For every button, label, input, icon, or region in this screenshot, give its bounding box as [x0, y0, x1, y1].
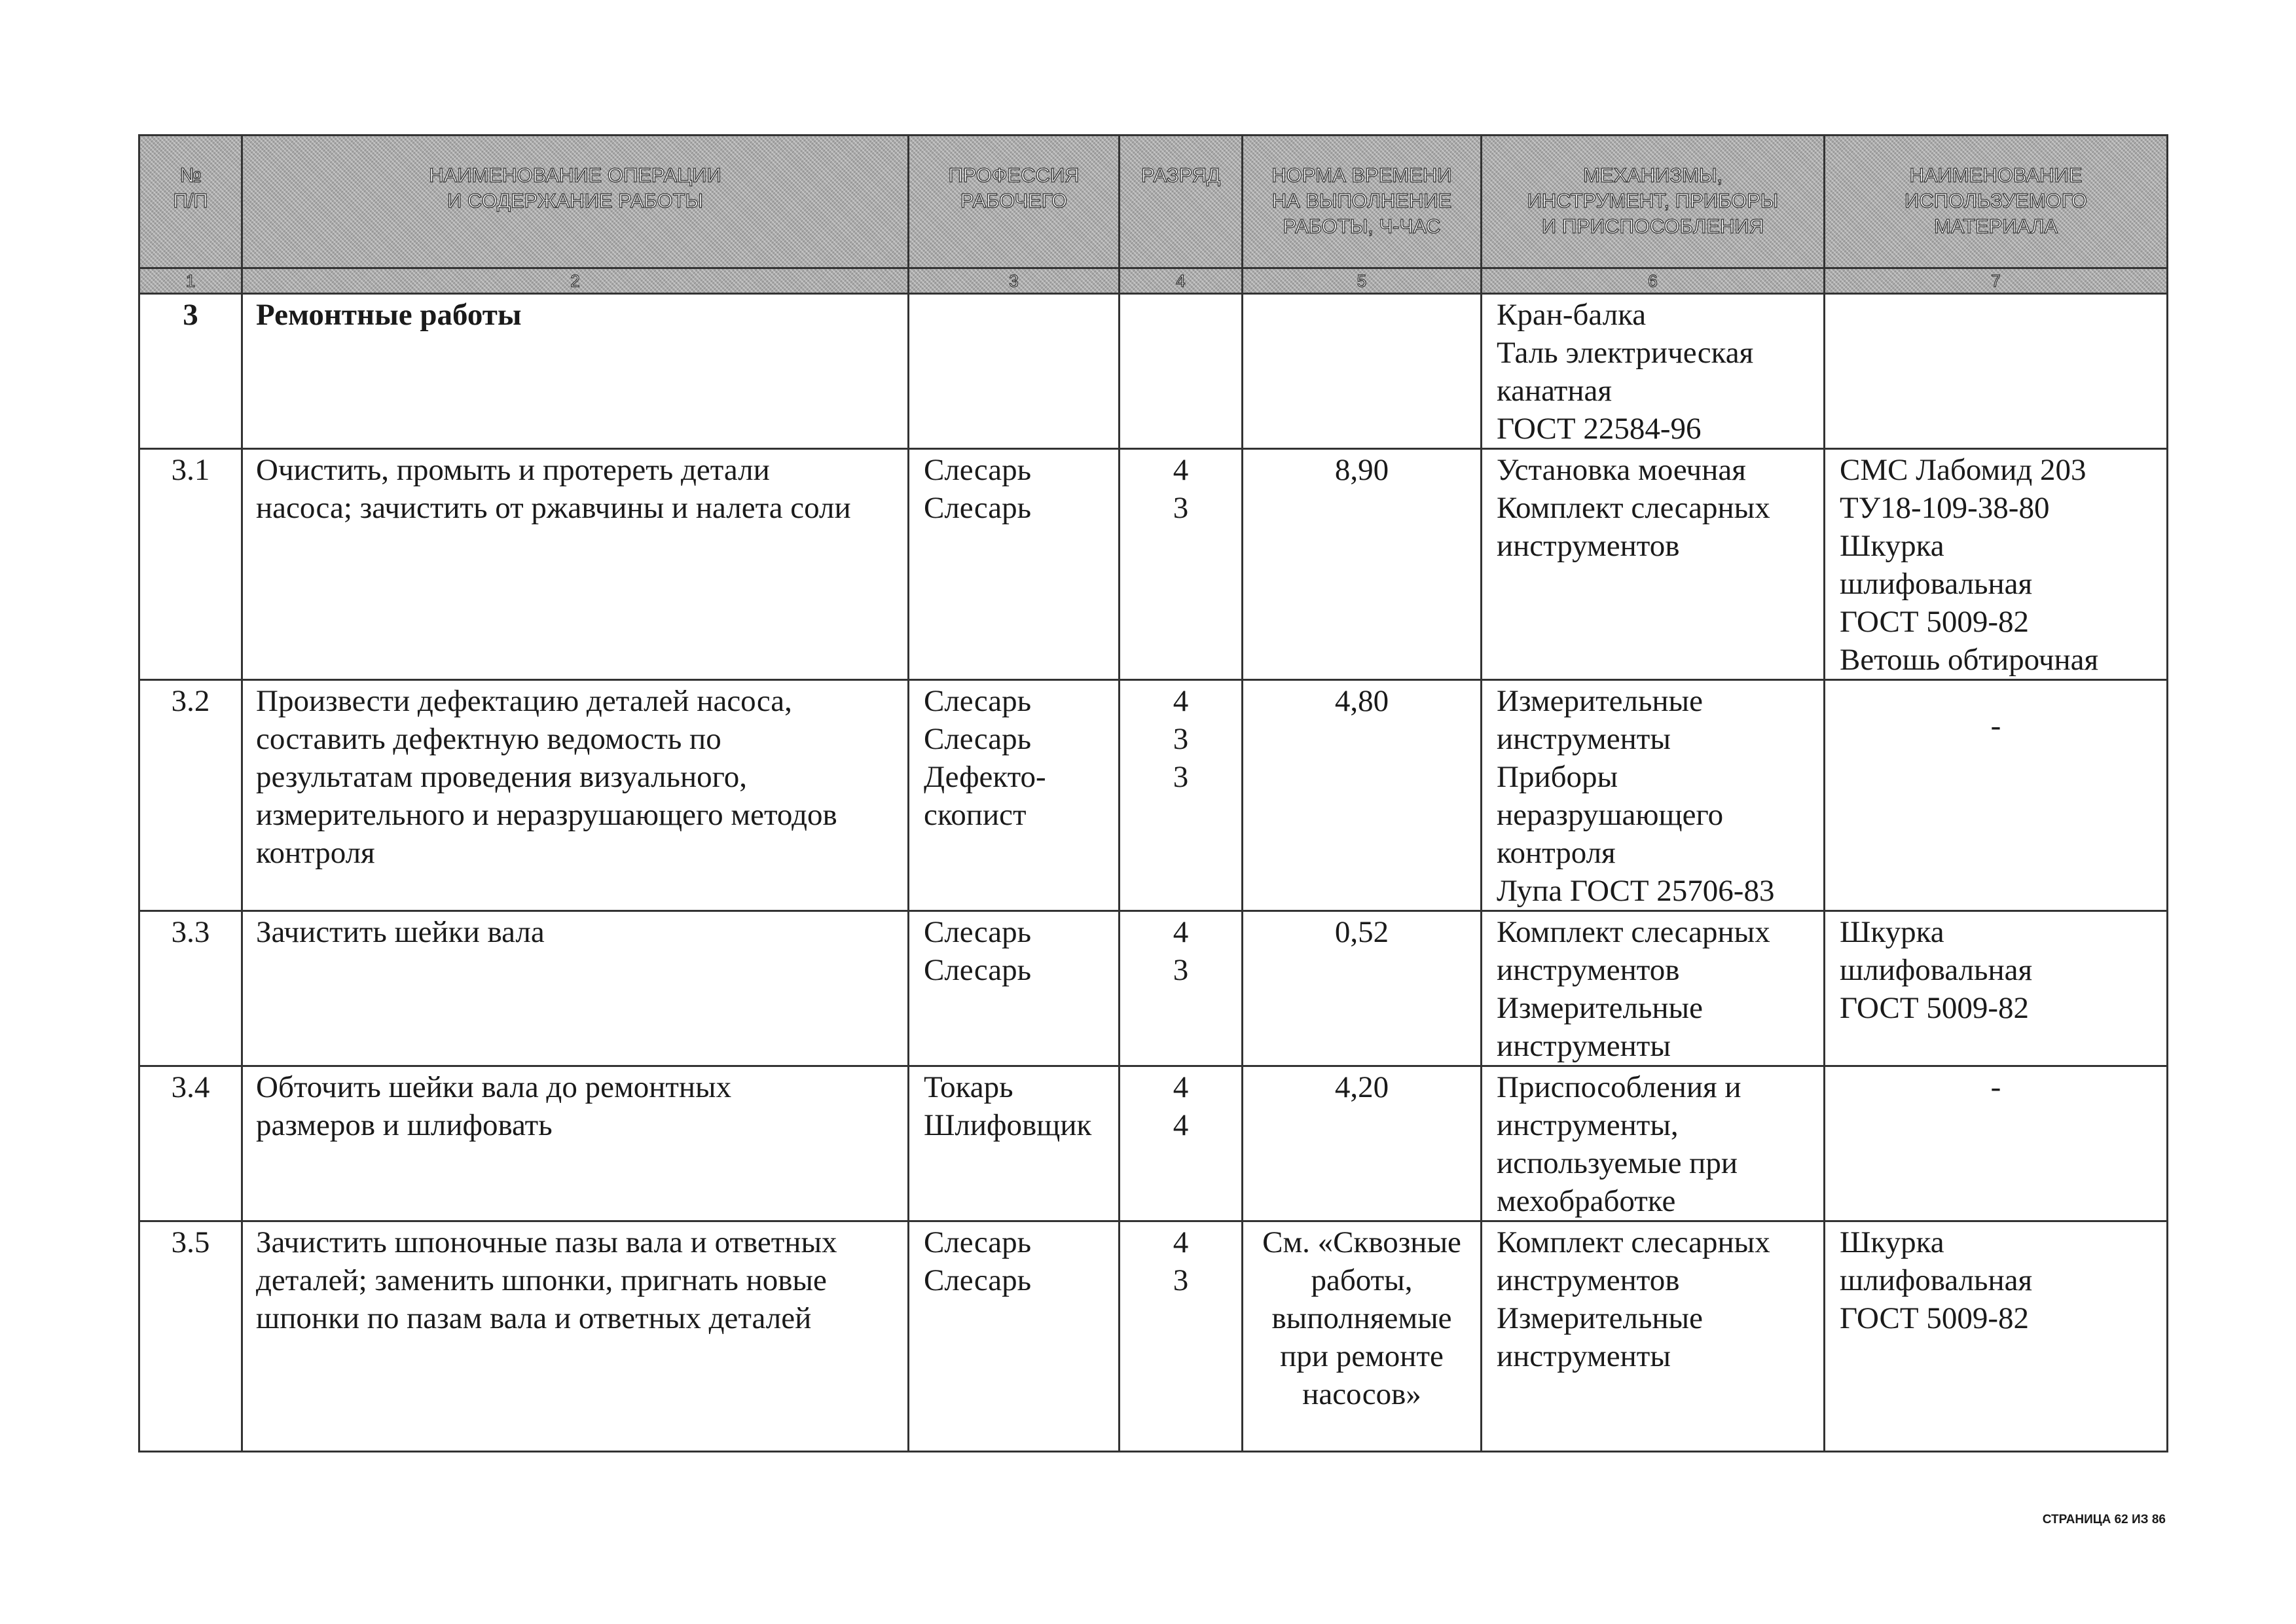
time-norm: 8,90: [1243, 449, 1482, 680]
operation-name: Очистить, промыть и протереть детали насоса; зачистить от ржавчины и налета соли: [242, 449, 909, 680]
grade: 4 3: [1120, 449, 1243, 680]
column-number: 1: [139, 268, 242, 294]
profession: [909, 294, 1120, 449]
row-number: 3.1: [139, 449, 242, 680]
table-row: [139, 680, 2168, 911]
material: СМС Лабомид 203 ТУ18-109-38-80 Шкурка шлифовальная ГОСТ 5009-82 Ветошь обтирочная: [1825, 449, 2168, 680]
row-number: 3: [139, 294, 242, 449]
row-number: 3.4: [139, 1066, 242, 1221]
header-material: НАИМЕНОВАНИЕ ИСПОЛЬЗУЕМОГО МАТЕРИАЛА: [1825, 135, 2168, 268]
mechanisms: Измерительные инструменты Приборы неразрушающего контроля Лупа ГОСТ 25706-83: [1482, 680, 1825, 911]
operation-name: Зачистить шейки вала: [242, 911, 909, 1066]
material: -: [1825, 680, 2168, 911]
table-row: [139, 294, 2168, 449]
page-number: СТРАНИЦА 62 ИЗ 86: [2042, 1513, 2166, 1526]
mechanisms: Комплект слесарных инструментов Измерительные инструменты: [1482, 911, 1825, 1066]
operation-name: Обточить шейки вала до ремонтных размеров и шлифовать: [242, 1066, 909, 1221]
mechanisms: Установка моечная Комплект слесарных инструментов: [1482, 449, 1825, 680]
profession: Токарь Шлифовщик: [909, 1066, 1120, 1221]
column-number-row: [139, 268, 2168, 294]
grade: 4 4: [1120, 1066, 1243, 1221]
grade: 4 3: [1120, 911, 1243, 1066]
profession: Слесарь Слесарь: [909, 449, 1120, 680]
header-operation: НАИМЕНОВАНИЕ ОПЕРАЦИИ И СОДЕРЖАНИЕ РАБОТЫ: [242, 135, 909, 268]
operations-table-container: [138, 134, 2166, 1441]
row-number: 3.3: [139, 911, 242, 1066]
column-number: 5: [1243, 268, 1482, 294]
profession: Слесарь Слесарь: [909, 1221, 1120, 1452]
material: Шкурка шлифовальная ГОСТ 5009-82: [1825, 1221, 2168, 1452]
operation-name: Произвести дефектацию деталей насоса, составить дефектную ведомость по результатам проведения визуального, измерительного и неразрушающего методов контроля: [242, 680, 909, 911]
header-profession: ПРОФЕССИЯ РАБОЧЕГО: [909, 135, 1120, 268]
column-number: 4: [1120, 268, 1243, 294]
table-row: [139, 449, 2168, 680]
grade: 4 3: [1120, 1221, 1243, 1452]
time-norm: См. «Сквозные работы, выполняемые при ремонте насосов»: [1243, 1221, 1482, 1452]
row-number: 3.5: [139, 1221, 242, 1452]
profession: Слесарь Слесарь Дефекто- скопист: [909, 680, 1120, 911]
column-number: 7: [1825, 268, 2168, 294]
mechanisms: Комплект слесарных инструментов Измерительные инструменты: [1482, 1221, 1825, 1452]
header-number: № П/П: [139, 135, 242, 268]
column-number: 6: [1482, 268, 1825, 294]
table-row: [139, 911, 2168, 1066]
time-norm: 4,80: [1243, 680, 1482, 911]
operation-name: Зачистить шпоночные пазы вала и ответных деталей; заменить шпонки, пригнать новые шпонки по пазам вала и ответных деталей: [242, 1221, 909, 1452]
table-row: [139, 1066, 2168, 1221]
mechanisms: Приспособления и инструменты, используемые при мехобработке: [1482, 1066, 1825, 1221]
grade: [1120, 294, 1243, 449]
header-mechanisms: МЕХАНИЗМЫ, ИНСТРУМЕНТ, ПРИБОРЫ И ПРИСПОСОБЛЕНИЯ: [1482, 135, 1825, 268]
column-number: 2: [242, 268, 909, 294]
material: -: [1825, 1066, 2168, 1221]
column-number: 3: [909, 268, 1120, 294]
header-row: [139, 135, 2168, 268]
time-norm: 4,20: [1243, 1066, 1482, 1221]
profession: Слесарь Слесарь: [909, 911, 1120, 1066]
grade: 4 3 3: [1120, 680, 1243, 911]
table-row: [139, 1221, 2168, 1452]
header-grade: РАЗРЯД: [1120, 135, 1243, 268]
time-norm: 0,52: [1243, 911, 1482, 1066]
header-time-norm: НОРМА ВРЕМЕНИ НА ВЫПОЛНЕНИЕ РАБОТЫ, Ч-ЧАС: [1243, 135, 1482, 268]
mechanisms: Кран-балка Таль электрическая канатная ГОСТ 22584-96: [1482, 294, 1825, 449]
row-number: 3.2: [139, 680, 242, 911]
material: [1825, 294, 2168, 449]
time-norm: [1243, 294, 1482, 449]
operation-name: Ремонтные работы: [242, 294, 909, 449]
material: Шкурка шлифовальная ГОСТ 5009-82: [1825, 911, 2168, 1066]
operations-table: [138, 134, 2168, 1453]
